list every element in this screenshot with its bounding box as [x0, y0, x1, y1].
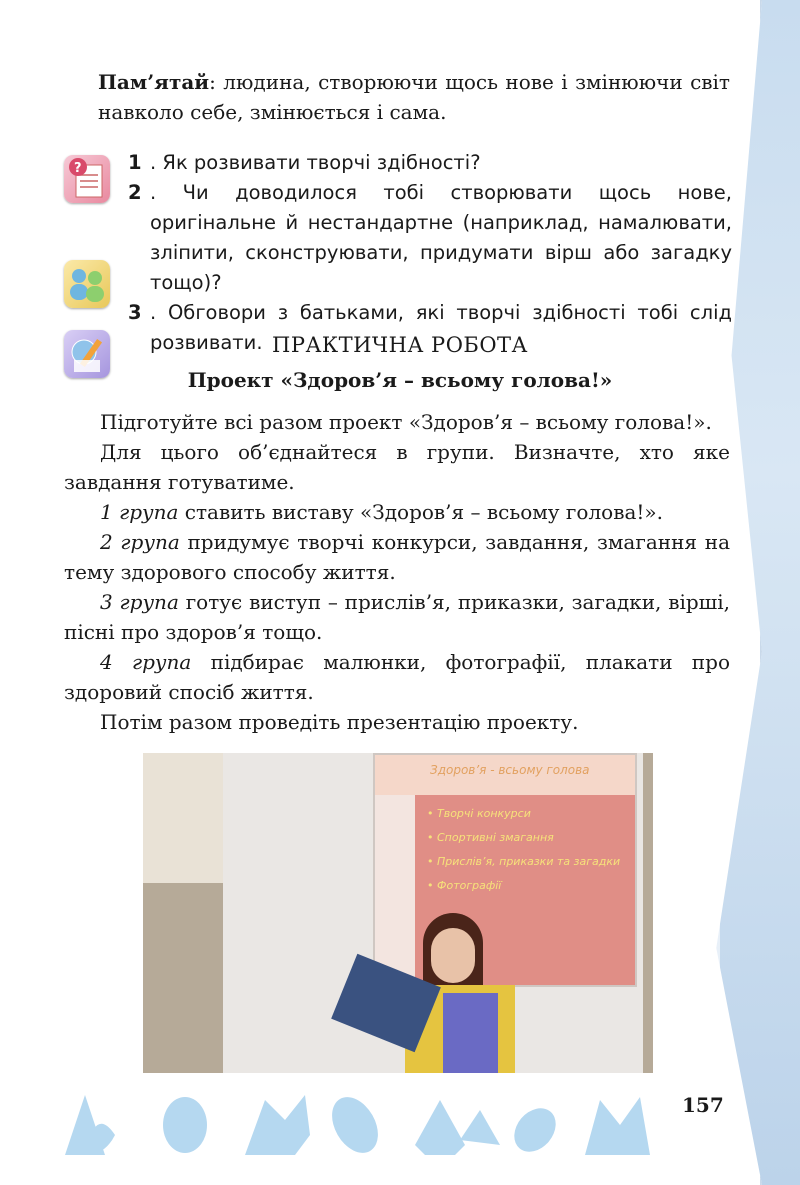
- svg-text:?: ?: [74, 161, 82, 176]
- leaf-icon: [506, 1100, 564, 1160]
- page-number: 157: [682, 1093, 724, 1117]
- slide-item: • Творчі конкурси: [427, 807, 620, 820]
- paragraph: [64, 497, 730, 527]
- list-item: [128, 178, 732, 298]
- group-label: 4 група: [100, 650, 192, 674]
- leaf-icon: [323, 1089, 388, 1161]
- leaf-icon: [585, 1097, 650, 1155]
- instructions: [64, 407, 730, 737]
- presentation-photo: [143, 753, 653, 1073]
- group-label: 2 група: [100, 530, 180, 554]
- group-label: 1 група: [100, 500, 179, 524]
- student-vest: [443, 993, 498, 1073]
- list-item: [128, 148, 732, 178]
- group-task: придумує творчі конкурси, завдання, змагання на тему здорового способу життя.: [64, 530, 731, 584]
- slide-header: [375, 755, 635, 795]
- question-text: . Як розвивати творчі здібності?: [150, 151, 481, 174]
- paragraph: Для цього об’єднайтеся в групи. Визначте, хто яке завдання готуватиме.: [64, 440, 730, 494]
- remember-text: : людина, створюючи щось нове і змінюючи світ навколо себе, змінюється і сама.: [98, 70, 730, 124]
- leaf-icon: [65, 1095, 115, 1155]
- group-label: 3 група: [100, 590, 179, 614]
- remember-note: [98, 67, 730, 127]
- leaf-icon: [245, 1095, 310, 1155]
- paragraph: Підготуйте всі разом проект «Здоров’я – всьому голова!».: [100, 410, 712, 434]
- project-title: Проект «Здоров’я – всьому голова!»: [187, 368, 613, 392]
- slide-item: • Прислів’я, приказки та загадки: [427, 855, 620, 868]
- remember-label: Пам’ятай: [98, 70, 210, 94]
- group-task: готує виступ – прислів’я, приказки, загадки, вірші, пісні про здоров’я тощо.: [64, 590, 731, 644]
- question-number: 2: [128, 181, 142, 204]
- paragraph: [64, 587, 730, 647]
- projected-slide: [373, 753, 637, 987]
- people-icon: [64, 260, 110, 308]
- question-number: 1: [128, 151, 142, 174]
- slide-item: • Спортивні змагання: [427, 831, 620, 844]
- leaf-icon: [163, 1097, 207, 1153]
- question-text: . Обговори з батьками, які творчі здібності тобі слід розвивати.: [150, 301, 732, 354]
- slide-item: • Фотографії: [427, 879, 620, 892]
- paragraph: Потім разом проведіть презентацію проекту.: [100, 710, 579, 734]
- group-task: підбирає малюнки, фотографії, плакати про здоровий спосіб життя.: [64, 650, 730, 704]
- question-list: [128, 148, 732, 358]
- question-number: 3: [128, 301, 142, 324]
- leaf-decoration: [55, 1085, 675, 1169]
- section-title: ПРАКТИЧНА РОБОТА: [272, 333, 528, 357]
- paragraph: [64, 527, 730, 587]
- slide-title: Здоров’я - всьому голова: [430, 763, 590, 777]
- group-task: ставить виставу «Здоров’я – всьому голова!».: [178, 500, 664, 524]
- pencil-icon: [64, 330, 110, 378]
- question-icon: [64, 155, 110, 203]
- alphabet-poster: [143, 753, 223, 883]
- paragraph: [64, 647, 730, 707]
- student-face: [431, 928, 475, 983]
- leaf-icon: [415, 1100, 500, 1155]
- question-text: . Чи доводилося тобі створювати щось нове, оригінальне й нестандартне (наприклад, намалювати, зліпити, сконструювати, придумати вірш або загадку тощо)?: [150, 181, 732, 294]
- slide-list: [427, 807, 620, 903]
